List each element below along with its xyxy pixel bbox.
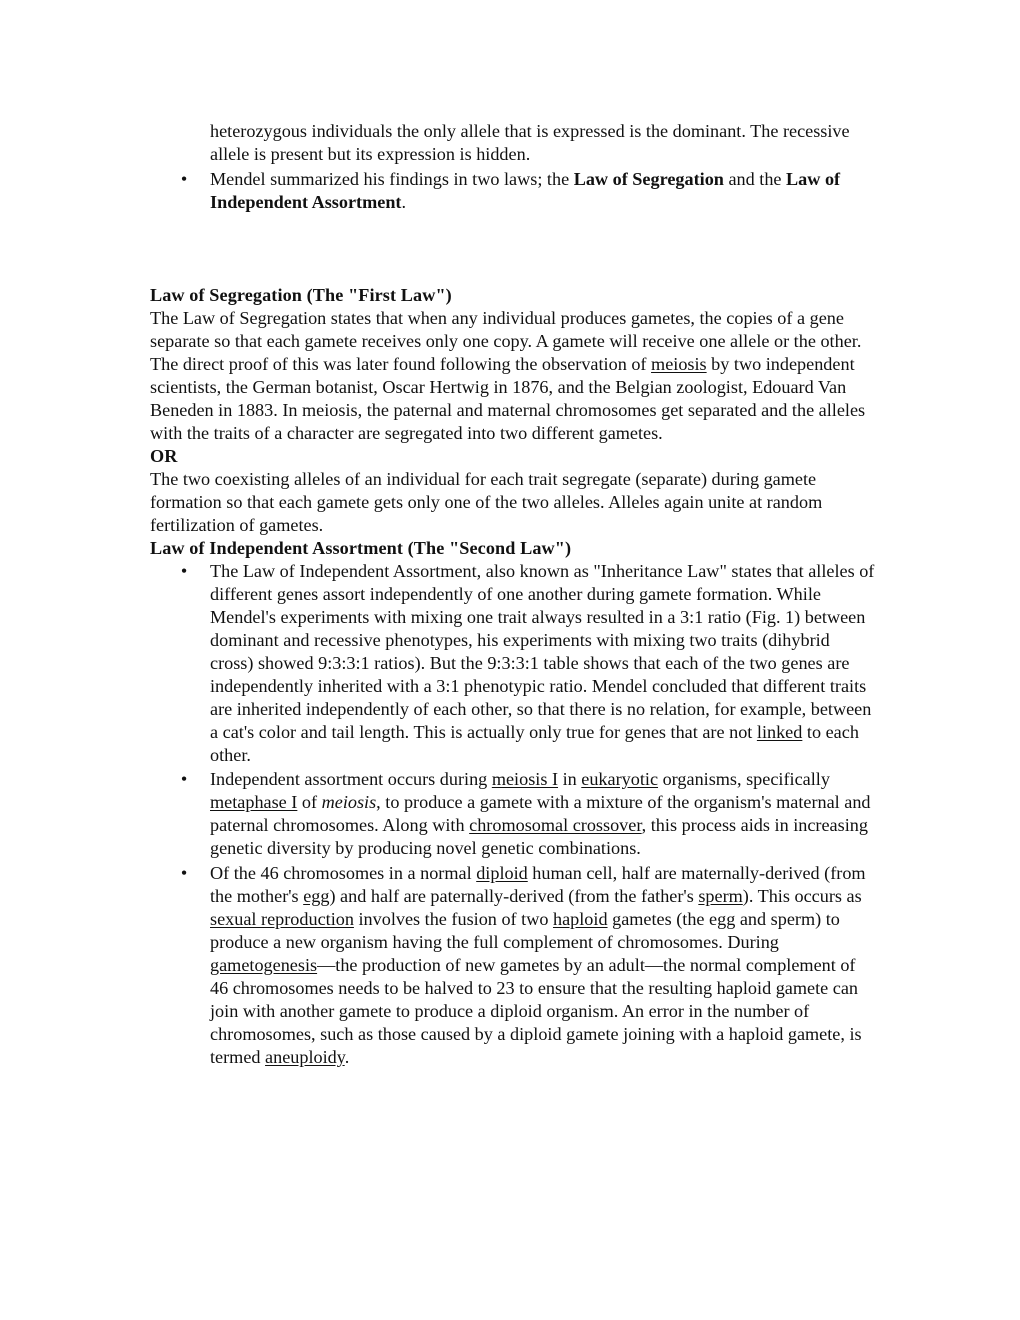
segregation-alt-paragraph: The two coexisting alleles of an individual for each trait segregate (separate) during gamete formation so that each gamete gets only one of the two alleles. Alleles again unite at random fertilization of gametes. bbox=[150, 469, 823, 535]
or-label: OR bbox=[150, 446, 178, 466]
aneuploidy-link[interactable]: aneuploidy bbox=[265, 1047, 345, 1067]
assortment-heading: Law of Independent Assortment (The "Second Law") bbox=[150, 538, 572, 558]
egg-link[interactable]: egg bbox=[303, 886, 330, 906]
meiosis-link[interactable]: meiosis bbox=[651, 354, 707, 374]
top-section bbox=[150, 120, 875, 214]
sexual-reproduction-link[interactable]: sexual reproduction bbox=[210, 909, 354, 929]
eukaryotic-link[interactable]: eukaryotic bbox=[581, 769, 659, 789]
list-item: • Of the 46 chromosomes in a normal diploid human cell, half are maternally-derived (from the mother's egg) and half are paternally-derived (from the father's sperm). This occurs as sexual reproduction involves the fusion of two haploid gametes (the egg and sperm) to produce a new organism having the full complement of chromosomes. During gametogenesis—the production of new gametes by an adult—the normal complement of 46 chromosomes needs to be halved to 23 to ensure that the resulting haploid gamete can join with another gamete to produce a diploid organism. An error in the number of chromosomes, such as those caused by a diploid gamete joining with a haploid gamete, is termed aneuploidy. bbox=[150, 862, 875, 1069]
list-item: • The Law of Independent Assortment, also known as "Inheritance Law" states that alleles of different genes assort independently of one another during gamete formation. While Mendel's experiments with mixing one trait always resulted in a 3:1 ratio (Fig. 1) between dominant and recessive phenotypes, his experiments with mixing two traits (dihybrid cross) showed 9:3:3:1 ratios). But the 9:3:3:1 table shows that each of the two genes are independently inherited with a 3:1 phenotypic ratio. Mendel concluded that different traits are inherited independently of each other, so that there is no relation, for example, between a cat's color and tail length. This is actually only true for genes that are not linked to each other. bbox=[150, 560, 875, 767]
sperm-link[interactable]: sperm bbox=[698, 886, 743, 906]
bullet-icon: • bbox=[180, 169, 188, 189]
bullet-icon: • bbox=[180, 561, 188, 581]
meiosis-i-link[interactable]: meiosis I bbox=[491, 769, 559, 789]
diploid-link[interactable]: diploid bbox=[476, 863, 528, 883]
segregation-paragraph: The Law of Segregation states that when any individual produces gametes, the copies of a gene separate so that each gamete receives only one copy. A gamete will receive one allele or the other. The direct proof of this was later found following the observation of meiosis by two independent scientists, the German botanist, Oscar Hertwig in 1876, and the Belgian zoologist, Edouard Van Beneden in 1883. In meiosis, the paternal and maternal chromosomes get separated and the alleles with the traits of a character are segregated into two different gametes. bbox=[150, 308, 866, 443]
summary-list bbox=[150, 168, 875, 214]
metaphase-i-link[interactable]: metaphase I bbox=[210, 792, 298, 812]
gametogenesis-link[interactable]: gametogenesis bbox=[210, 955, 318, 975]
haploid-link[interactable]: haploid bbox=[552, 909, 608, 929]
chromosomal-crossover-link[interactable]: chromosomal crossover bbox=[469, 815, 642, 835]
linked-link[interactable]: linked bbox=[756, 722, 803, 742]
meiosis-italic: meiosis bbox=[321, 792, 377, 812]
list-item: • Mendel summarized his findings in two laws; the Law of Segregation and the Law of Independent Assortment. bbox=[150, 168, 875, 214]
bullet-icon: • bbox=[180, 863, 188, 883]
segregation-section bbox=[150, 284, 875, 1069]
bullet-icon: • bbox=[180, 769, 188, 789]
assortment-list bbox=[150, 560, 875, 1069]
law-of-segregation-term: Law of Segregation bbox=[573, 169, 724, 189]
list-item: • Independent assortment occurs during meiosis I in eukaryotic organisms, specifically metaphase I of meiosis, to produce a gamete with a mixture of the organism's maternal and paternal chromosomes. Along with chromosomal crossover, this process aids in increasing genetic diversity by producing novel genetic combinations. bbox=[150, 768, 875, 860]
segregation-heading: Law of Segregation (The "First Law") bbox=[150, 285, 452, 305]
continuation-paragraph: heterozygous individuals the only allele that is expressed is the dominant. The recessive allele is present but its expression is hidden. bbox=[210, 121, 850, 164]
law-of-independent-assortment-term: Law of Independent Assortment bbox=[210, 169, 841, 212]
